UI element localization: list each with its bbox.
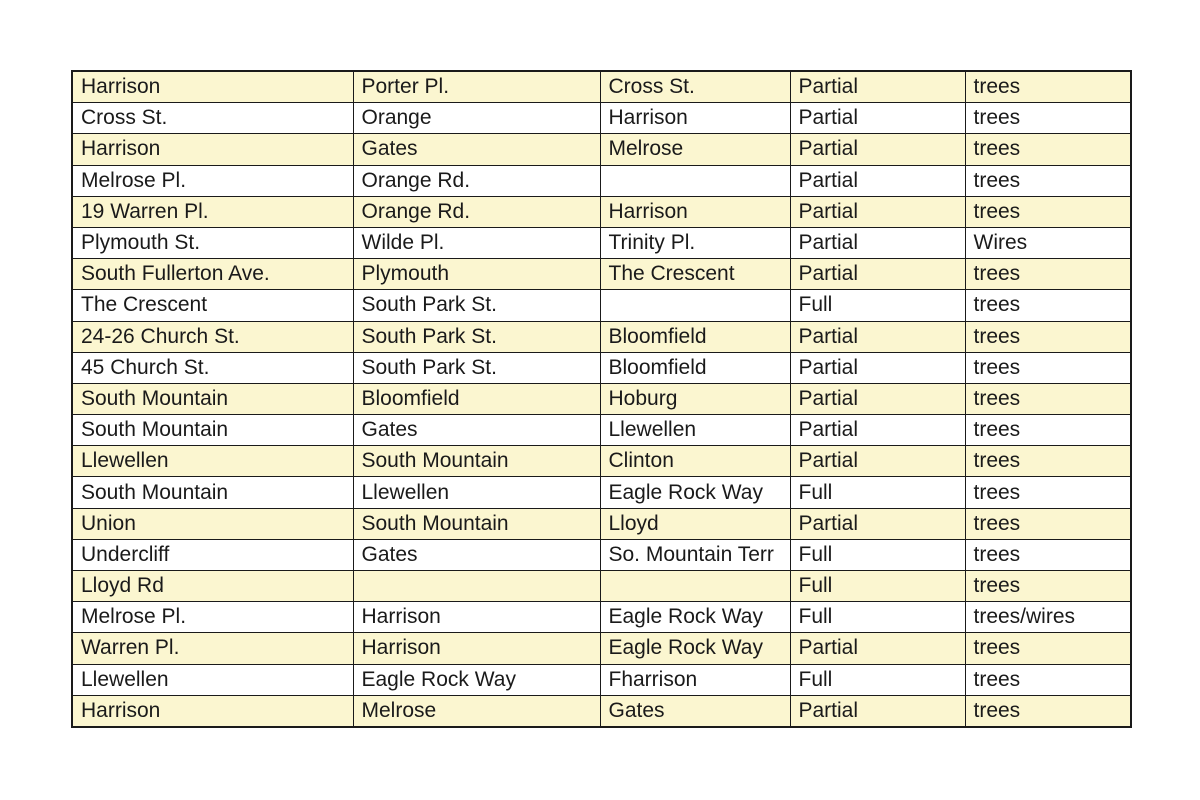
table-row — [72, 571, 1131, 602]
closure-type-cell: Full — [790, 539, 965, 570]
street-cell: Union — [72, 508, 353, 539]
table-row — [72, 352, 1131, 383]
cause-cell: trees — [965, 196, 1131, 227]
cause-cell: trees — [965, 71, 1131, 103]
to-cell: Clinton — [600, 446, 790, 477]
table-row — [72, 446, 1131, 477]
from-cell: Gates — [353, 134, 600, 165]
closure-type-cell: Partial — [790, 352, 965, 383]
to-cell: Eagle Rock Way — [600, 602, 790, 633]
to-cell: Lloyd — [600, 508, 790, 539]
from-cell: South Park St. — [353, 321, 600, 352]
cause-cell: trees — [965, 165, 1131, 196]
table-row — [72, 539, 1131, 570]
street-cell: Harrison — [72, 71, 353, 103]
cause-cell: trees — [965, 446, 1131, 477]
cause-cell: trees — [965, 633, 1131, 664]
street-cell: Warren Pl. — [72, 633, 353, 664]
table-row — [72, 196, 1131, 227]
street-cell: South Mountain — [72, 383, 353, 414]
cause-cell: trees — [965, 539, 1131, 570]
to-cell: So. Mountain Terr — [600, 539, 790, 570]
to-cell: Eagle Rock Way — [600, 477, 790, 508]
street-cell: South Fullerton Ave. — [72, 259, 353, 290]
from-cell: South Mountain — [353, 446, 600, 477]
closure-type-cell: Partial — [790, 259, 965, 290]
from-cell: Eagle Rock Way — [353, 664, 600, 695]
table-row — [72, 383, 1131, 414]
from-cell: Melrose — [353, 695, 600, 727]
street-cell: Harrison — [72, 695, 353, 727]
cause-cell: trees — [965, 259, 1131, 290]
to-cell: The Crescent — [600, 259, 790, 290]
closure-type-cell: Partial — [790, 227, 965, 258]
table-row — [72, 227, 1131, 258]
table-row — [72, 508, 1131, 539]
street-cell: Melrose Pl. — [72, 602, 353, 633]
to-cell: Melrose — [600, 134, 790, 165]
to-cell: Cross St. — [600, 71, 790, 103]
closure-type-cell: Full — [790, 571, 965, 602]
table-row — [72, 103, 1131, 134]
closure-type-cell: Partial — [790, 695, 965, 727]
cause-cell: trees — [965, 415, 1131, 446]
table-body — [72, 71, 1131, 727]
cause-cell: trees — [965, 664, 1131, 695]
closure-type-cell: Partial — [790, 103, 965, 134]
street-cell: 45 Church St. — [72, 352, 353, 383]
from-cell: South Park St. — [353, 352, 600, 383]
street-cell: The Crescent — [72, 290, 353, 321]
closure-type-cell: Partial — [790, 633, 965, 664]
to-cell — [600, 571, 790, 602]
closure-type-cell: Partial — [790, 415, 965, 446]
table-row — [72, 602, 1131, 633]
cause-cell: trees — [965, 571, 1131, 602]
street-cell: Melrose Pl. — [72, 165, 353, 196]
from-cell: Orange Rd. — [353, 165, 600, 196]
street-cell: Cross St. — [72, 103, 353, 134]
from-cell — [353, 571, 600, 602]
closure-type-cell: Full — [790, 664, 965, 695]
cause-cell: Wires — [965, 227, 1131, 258]
closure-type-cell: Partial — [790, 383, 965, 414]
closure-type-cell: Partial — [790, 508, 965, 539]
to-cell: Bloomfield — [600, 321, 790, 352]
street-cell: South Mountain — [72, 415, 353, 446]
street-cell: 24-26 Church St. — [72, 321, 353, 352]
from-cell: Wilde Pl. — [353, 227, 600, 258]
from-cell: South Park St. — [353, 290, 600, 321]
street-cell: Lloyd Rd — [72, 571, 353, 602]
table-row — [72, 664, 1131, 695]
closure-type-cell: Partial — [790, 71, 965, 103]
road-closure-table — [71, 70, 1132, 728]
closure-type-cell: Full — [790, 290, 965, 321]
to-cell: Harrison — [600, 103, 790, 134]
table-row — [72, 477, 1131, 508]
cause-cell: trees/wires — [965, 602, 1131, 633]
to-cell: Eagle Rock Way — [600, 633, 790, 664]
closure-type-cell: Partial — [790, 321, 965, 352]
from-cell: Harrison — [353, 633, 600, 664]
street-cell: Llewellen — [72, 664, 353, 695]
cause-cell: trees — [965, 290, 1131, 321]
cause-cell: trees — [965, 103, 1131, 134]
to-cell — [600, 290, 790, 321]
street-cell: Harrison — [72, 134, 353, 165]
table-row — [72, 415, 1131, 446]
cause-cell: trees — [965, 695, 1131, 727]
to-cell — [600, 165, 790, 196]
street-cell: 19 Warren Pl. — [72, 196, 353, 227]
closure-type-cell: Partial — [790, 196, 965, 227]
table-row — [72, 134, 1131, 165]
from-cell: Bloomfield — [353, 383, 600, 414]
table-row — [72, 290, 1131, 321]
from-cell: South Mountain — [353, 508, 600, 539]
street-cell: Undercliff — [72, 539, 353, 570]
table-row — [72, 165, 1131, 196]
street-cell: Plymouth St. — [72, 227, 353, 258]
closure-type-cell: Partial — [790, 165, 965, 196]
to-cell: Llewellen — [600, 415, 790, 446]
cause-cell: trees — [965, 383, 1131, 414]
from-cell: Gates — [353, 415, 600, 446]
to-cell: Harrison — [600, 196, 790, 227]
to-cell: Gates — [600, 695, 790, 727]
table-row — [72, 321, 1131, 352]
from-cell: Orange Rd. — [353, 196, 600, 227]
to-cell: Bloomfield — [600, 352, 790, 383]
from-cell: Orange — [353, 103, 600, 134]
closure-type-cell: Full — [790, 602, 965, 633]
from-cell: Gates — [353, 539, 600, 570]
cause-cell: trees — [965, 508, 1131, 539]
from-cell: Porter Pl. — [353, 71, 600, 103]
table-row — [72, 695, 1131, 727]
to-cell: Trinity Pl. — [600, 227, 790, 258]
cause-cell: trees — [965, 352, 1131, 383]
to-cell: Fharrison — [600, 664, 790, 695]
from-cell: Harrison — [353, 602, 600, 633]
closure-type-cell: Partial — [790, 134, 965, 165]
closure-type-cell: Full — [790, 477, 965, 508]
street-cell: Llewellen — [72, 446, 353, 477]
from-cell: Plymouth — [353, 259, 600, 290]
to-cell: Hoburg — [600, 383, 790, 414]
closure-type-cell: Partial — [790, 446, 965, 477]
cause-cell: trees — [965, 134, 1131, 165]
cause-cell: trees — [965, 321, 1131, 352]
table-row — [72, 259, 1131, 290]
street-cell: South Mountain — [72, 477, 353, 508]
table-row — [72, 71, 1131, 103]
cause-cell: trees — [965, 477, 1131, 508]
table-row — [72, 633, 1131, 664]
from-cell: Llewellen — [353, 477, 600, 508]
